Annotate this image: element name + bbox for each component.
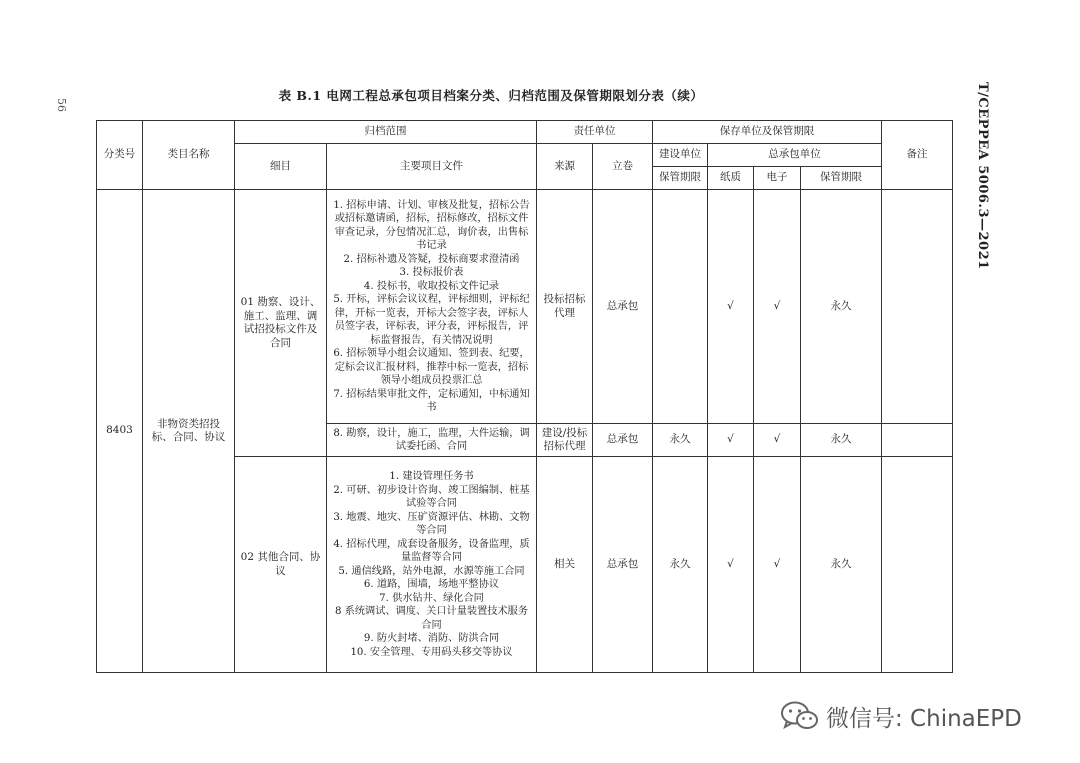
item-01-builder-period bbox=[653, 190, 708, 424]
archive-table bbox=[96, 120, 953, 673]
row-8-electronic: √ bbox=[754, 424, 801, 457]
row-8-period: 永久 bbox=[801, 424, 882, 457]
header-contractor: 总承包单位 bbox=[708, 144, 882, 167]
item-01-source: 投标招标代理 bbox=[537, 190, 593, 424]
item-01-filing: 总承包 bbox=[593, 190, 653, 424]
item-02-period: 永久 bbox=[801, 457, 882, 673]
header-builder-period: 保管期限 bbox=[653, 167, 708, 190]
header-custody: 保存单位及保管期限 bbox=[653, 121, 882, 144]
item-02-source: 相关 bbox=[537, 457, 593, 673]
page-number: 56 bbox=[55, 98, 68, 112]
doc-line: 3. 投标报价表 bbox=[399, 267, 464, 278]
doc-line: 6. 招标领导小组会议通知、签到表、纪要，定标会议汇报材料，推荐中标一览表，招标领导小组成员投票汇总 bbox=[333, 348, 530, 386]
row-8-filing: 总承包 bbox=[593, 424, 653, 457]
class-number: 8403 bbox=[97, 190, 143, 673]
item-02-remarks bbox=[882, 457, 953, 673]
header-main-docs: 主要项目文件 bbox=[327, 144, 537, 190]
header-category: 类目名称 bbox=[143, 121, 235, 190]
wechat-watermark bbox=[780, 700, 1022, 732]
wechat-icon bbox=[780, 700, 820, 732]
doc-line: 1. 招标申请、计划、审核及批复，招标公告或招标邀请函，招标，招标修改，招标文件审查记录，分包情况汇总，询价表，出售标书记录 bbox=[333, 199, 530, 251]
header-responsible: 责任单位 bbox=[537, 121, 653, 144]
header-archive-scope: 归档范围 bbox=[235, 121, 537, 144]
row-8-paper: √ bbox=[708, 424, 754, 457]
category-name: 非物资类招投标、合同、协议 bbox=[143, 190, 235, 673]
doc-line: 8 系统调试、调度、关口计量装置技术服务合同 bbox=[334, 606, 529, 631]
doc-line: 4. 投标书，收取投标文件记录 bbox=[363, 280, 500, 292]
item-02-paper: √ bbox=[708, 457, 754, 673]
doc-line: 7. 招标结果审批文件，定标通知，中标通知书 bbox=[333, 388, 530, 413]
item-02-electronic: √ bbox=[754, 457, 801, 673]
header-item: 细目 bbox=[235, 144, 327, 190]
header-paper: 纸质 bbox=[708, 167, 754, 190]
item-02: 02 其他合同、协议 bbox=[235, 457, 327, 673]
table-title: 表 B.1 电网工程总承包项目档案分类、归档范围及保管期限划分表（续） bbox=[278, 88, 704, 103]
item-02-builder-period: 永久 bbox=[653, 457, 708, 673]
row-8-builder-period: 永久 bbox=[653, 424, 708, 457]
doc-line: 2. 可研、初步设计咨询、竣工图编制、桩基试验等合同 bbox=[333, 484, 530, 509]
item-01-docs bbox=[327, 190, 537, 424]
doc-line: 7. 供水钻井、绿化合同 bbox=[379, 592, 484, 604]
doc-line: 5. 开标，评标会议议程，评标细则，评标纪律，开标一览表，开标大会签字表，评标人员签字表，评标表，评分表，评标报告，评标监督报告，有关情况说明 bbox=[333, 294, 530, 346]
row-8-docs: 8. 勘察，设计，施工，监理，大件运输，调试委托函、合同 bbox=[327, 424, 537, 457]
header-class-no: 分类号 bbox=[97, 121, 143, 190]
item-02-docs bbox=[327, 457, 537, 673]
row-8-source: 建设/投标招标代理 bbox=[537, 424, 593, 457]
item-01-paper: √ bbox=[708, 190, 754, 424]
doc-line: 1. 建设管理任务书 bbox=[389, 471, 474, 482]
item-01-period: 永久 bbox=[801, 190, 882, 424]
item-01: 01 勘察、设计、施工、监理、调试招投标文件及合同 bbox=[235, 190, 327, 457]
doc-line: 10. 安全管理、专用码头移交等协议 bbox=[350, 646, 513, 658]
doc-line: 5. 通信线路，站外电源，水源等施工合同 bbox=[338, 565, 525, 577]
header-filing: 立卷 bbox=[593, 144, 653, 190]
row-8-remarks bbox=[882, 424, 953, 457]
item-01-remarks bbox=[882, 190, 953, 424]
doc-line: 6. 道路，围墙，场地平整协议 bbox=[363, 579, 500, 590]
header-source: 来源 bbox=[537, 144, 593, 190]
header-contractor-period: 保管期限 bbox=[801, 167, 882, 190]
doc-line: 9. 防火封堵、消防、防洪合同 bbox=[363, 633, 500, 644]
header-remarks: 备注 bbox=[882, 121, 953, 190]
doc-line: 2. 招标补遗及答疑，投标商要求澄清函 bbox=[343, 253, 520, 265]
watermark-text: 微信号: ChinaEPD bbox=[826, 705, 1022, 732]
doc-line: 3. 地震、地灾、压矿资源评估、林勘、文物等合同 bbox=[333, 511, 530, 536]
header-builder: 建设单位 bbox=[653, 144, 708, 167]
header-electronic: 电子 bbox=[754, 167, 801, 190]
item-02-filing: 总承包 bbox=[593, 457, 653, 673]
item-01-electronic: √ bbox=[754, 190, 801, 424]
doc-line: 4. 招标代理，成套设备服务，设备监理，质量监督等合同 bbox=[333, 538, 530, 563]
standard-code: T/CEPPEA 5006.3—2021 bbox=[975, 82, 990, 270]
